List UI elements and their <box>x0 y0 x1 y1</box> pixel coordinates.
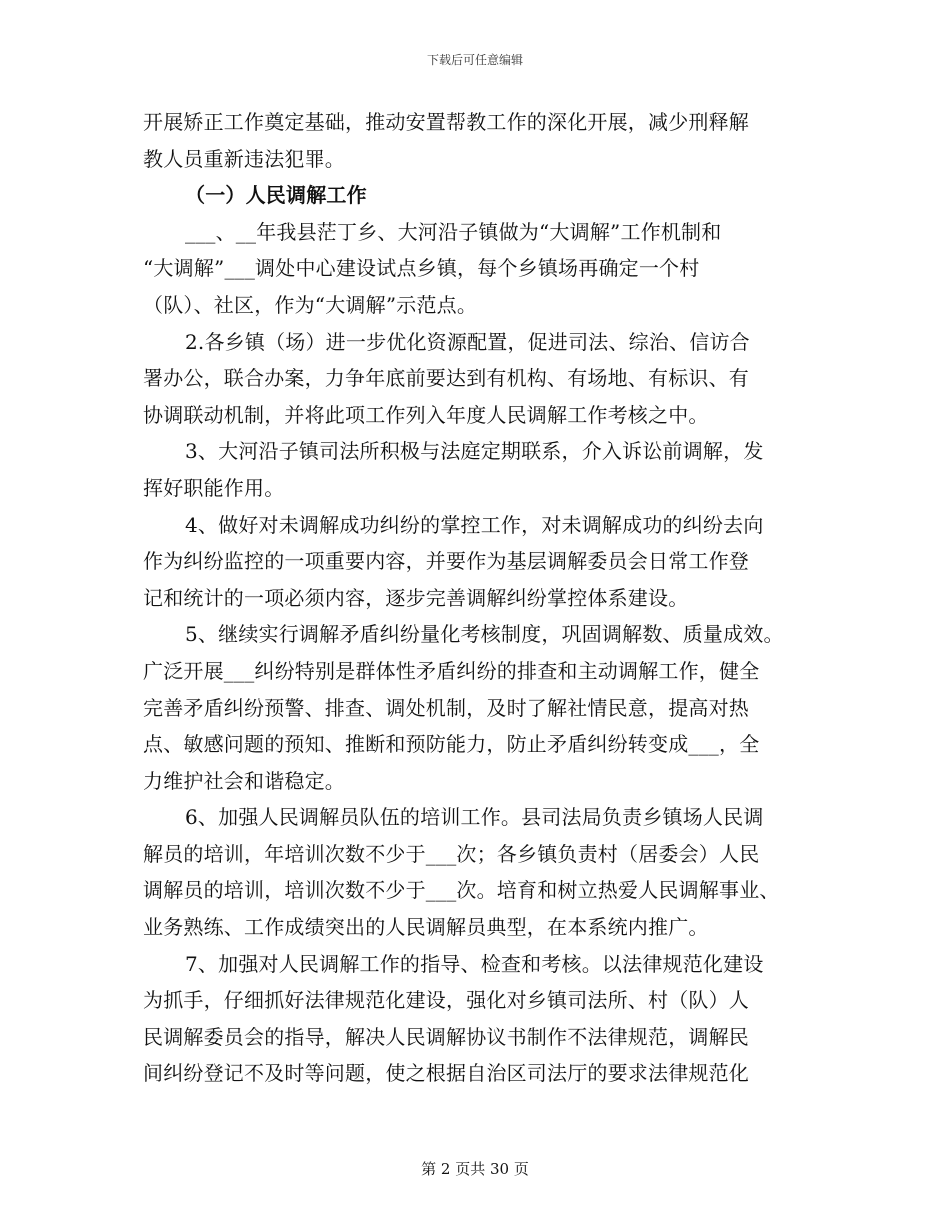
text-line: 记和统计的一项必须内容，逐步完善调解纠纷掌控体系建设。 <box>143 585 689 610</box>
text-line: 协调联动机制，并将此项工作列入年度人民调解工作考核之中。 <box>143 402 709 427</box>
text-line: 挥好职能作用。 <box>143 475 285 500</box>
paragraph <box>143 214 823 324</box>
paragraph <box>143 507 823 617</box>
paragraph <box>143 324 823 434</box>
text-line: 民调解委员会的指导，解决人民调解协议书制作不法律规范，调解民 <box>143 1024 749 1049</box>
text-line: 解员的培训，年培训次数不少于___次；各乡镇负责村（居委会）人民 <box>143 841 760 866</box>
paragraph <box>143 616 823 799</box>
text-line: 5、继续实行调解矛盾纠纷量化考核制度，巩固调解数、质量成效。 <box>185 622 784 647</box>
text-line: 广泛开展___纠纷特别是群体性矛盾纠纷的排查和主动调解工作，健全 <box>143 658 760 683</box>
paragraph <box>143 946 823 1092</box>
text-line: 4、做好对未调解成功纠纷的掌控工作，对未调解成功的纠纷去向 <box>185 512 764 537</box>
text-line: 7、加强对人民调解工作的指导、检查和考核。以法律规范化建设 <box>185 951 764 976</box>
text-line: 作为纠纷监控的一项重要内容，并要作为基层调解委员会日常工作登 <box>143 549 749 574</box>
text-line: 点、敏感问题的预知、推断和预防能力，防止矛盾纠纷转变成___，全 <box>143 732 760 757</box>
paragraph <box>143 433 823 506</box>
text-line: 开展矫正工作奠定基础，推动安置帮教工作的深化开展，减少刑释解 <box>143 110 749 134</box>
text-line: 力维护社会和谐稳定。 <box>143 768 345 793</box>
text-line: ___、__年我县茫丁乡、大河沿子镇做为“大调解”工作机制和 <box>185 219 722 244</box>
paragraph <box>143 104 823 177</box>
document-body <box>143 104 823 1092</box>
heading-line: （一）人民调解工作 <box>185 183 367 208</box>
text-line: 署办公，联合办案，力争年底前要达到有机构、有场地、有标识、有 <box>143 366 749 391</box>
section-heading <box>143 177 823 214</box>
text-line: 教人员重新违法犯罪。 <box>143 146 345 171</box>
text-line: （队）、社区，作为“大调解”示范点。 <box>143 292 478 317</box>
text-line: 为抓手，仔细抓好法律规范化建设，强化对乡镇司法所、村（队）人 <box>143 988 749 1013</box>
text-line: 间纠纷登记不及时等问题，使之根据自治区司法厅的要求法律规范化 <box>143 1061 749 1086</box>
text-line: 完善矛盾纠纷预警、排查、调处机制，及时了解社情民意，提高对热 <box>143 695 749 720</box>
text-line: “大调解”___调处中心建设试点乡镇，每个乡镇场再确定一个村 <box>143 256 700 281</box>
text-line: 6、加强人民调解员队伍的培训工作。县司法局负责乡镇场人民调 <box>185 805 764 830</box>
text-line: 2.各乡镇（场）进一步优化资源配置，促进司法、综治、信访合 <box>185 329 750 354</box>
page-header: 下载后可任意编辑 <box>426 53 523 67</box>
text-line: 调解员的培训，培训次数不少于___次。培育和树立热爱人民调解事业、 <box>143 878 780 903</box>
page-footer: 第 2 页共 30 页 <box>421 1160 529 1178</box>
text-line: 3、大河沿子镇司法所积极与法庭定期联系，介入诉讼前调解，发 <box>185 439 764 464</box>
text-line: 业务熟练、工作成绩突出的人民调解员典型，在本系统内推广。 <box>143 915 709 940</box>
paragraph <box>143 799 823 945</box>
